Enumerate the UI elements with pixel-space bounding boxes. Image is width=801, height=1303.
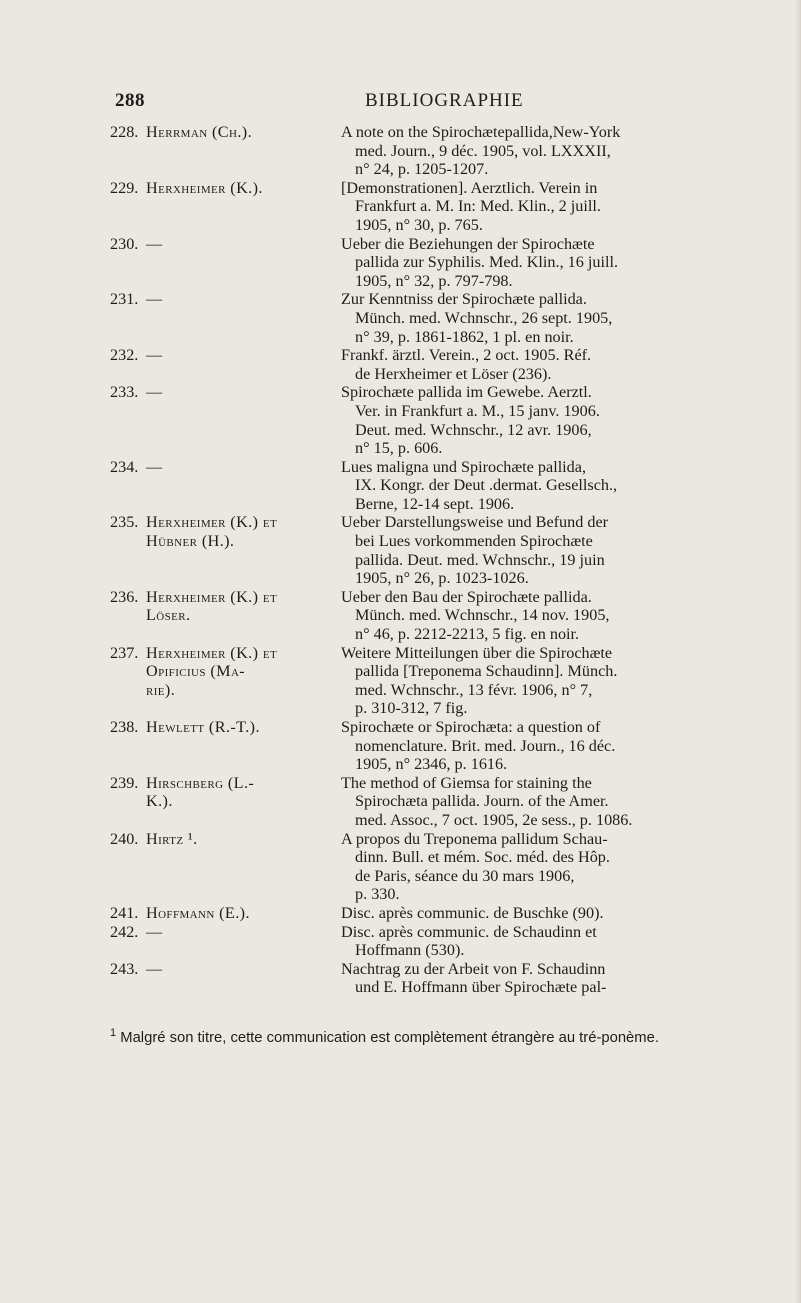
- entry-reference: [341, 588, 775, 644]
- entry-author: —: [146, 959, 163, 978]
- bibliography-entry: [110, 513, 775, 587]
- entry-reference: [341, 383, 775, 457]
- entry-author: Herrman (Ch.).: [146, 123, 253, 141]
- reference-line: Hoffmann (530).: [355, 941, 465, 960]
- entry-reference: [341, 904, 775, 923]
- entry-number: 235.: [110, 513, 139, 532]
- bibliography-entry: [110, 179, 775, 235]
- entry-author: Hirschberg (L.- K.).: [146, 773, 255, 811]
- running-head: BIBLIOGRAPHIE: [365, 90, 524, 111]
- reference-line: Ueber den Bau der Spirochæte pallida.: [341, 587, 592, 606]
- reference-line: pallida [Treponema Schaudinn]. Münch.: [355, 662, 618, 681]
- entry-author: Herxheimer (K.).: [146, 178, 263, 197]
- entry-author: Herxheimer (K.) et Hübner (H.).: [146, 513, 278, 551]
- entry-number: 238.: [110, 718, 139, 736]
- bibliography-entry: [110, 458, 775, 514]
- entry-reference: [341, 179, 775, 235]
- footnote-text: Malgré son titre, cette communication est complètement étrangère au tré-ponème.: [120, 1029, 659, 1046]
- reference-line: Deut. med. Wchnschr., 12 avr. 1906,: [355, 420, 592, 439]
- reference-line: und E. Hoffmann über Spirochæte pal-: [355, 978, 607, 997]
- entry-number: 243.: [110, 959, 139, 978]
- reference-line: Spirochæte or Spirochæta: a question of: [341, 718, 601, 736]
- entry-reference: [341, 513, 775, 587]
- reference-line: Weitere Mitteilungen über die Spirochæte: [341, 643, 613, 662]
- entry-number: 241.: [110, 903, 139, 922]
- bibliography-entry: [110, 960, 775, 997]
- reference-line: [Demonstrationen]. Aerztlich. Verein in: [341, 178, 598, 197]
- bibliography-entry: [110, 588, 775, 644]
- entry-author: Herxheimer (K.) et Löser.: [146, 587, 278, 625]
- footnote-mark: 1: [110, 1027, 117, 1039]
- reference-line: p. 330.: [355, 885, 400, 904]
- reference-line: Münch. med. Wchnschr., 26 sept. 1905,: [355, 308, 613, 327]
- entry-reference: [341, 830, 775, 904]
- entry-author: Hoffmann (E.).: [146, 903, 250, 922]
- entry-number: 239.: [110, 773, 139, 792]
- entry-reference: [341, 923, 775, 960]
- entry-author: Herxheimer (K.) et Opificius (Ma- rie).: [146, 643, 278, 699]
- reference-line: med. Assoc., 7 oct. 1905, 2e sess., p. 1086.: [355, 810, 633, 829]
- reference-line: Ver. in Frankfurt a. M., 15 janv. 1906.: [355, 401, 600, 420]
- bibliography-entry: [110, 718, 775, 774]
- reference-line: A note on the Spirochætepallida,New-York: [341, 123, 621, 141]
- reference-line: Lues maligna und Spirochæte pallida,: [341, 457, 587, 476]
- reference-line: med. Wchnschr., 13 févr. 1906, n° 7,: [355, 680, 593, 699]
- entry-number: 228.: [110, 123, 139, 141]
- bibliography-entry: [110, 346, 775, 383]
- entry-number: 236.: [110, 587, 139, 606]
- reference-line: Ueber Darstellungsweise und Befund der: [341, 513, 609, 532]
- bibliography-entry: [110, 123, 775, 179]
- bibliography-entry: [110, 923, 775, 960]
- reference-line: Frankfurt a. M. In: Med. Klin., 2 juill.: [355, 197, 601, 216]
- reference-line: pallida. Deut. med. Wchnschr., 19 juin: [355, 550, 605, 569]
- page-header: [0, 90, 801, 120]
- entry-number: 233.: [110, 383, 139, 402]
- entry-number: 240.: [110, 829, 139, 848]
- reference-line: A propos du Treponema pallidum Schau-: [341, 829, 608, 848]
- reference-line: bei Lues vorkommenden Spirochæte: [355, 532, 593, 551]
- reference-line: de Herxheimer et Löser (236).: [355, 364, 552, 383]
- entry-author: —: [146, 290, 163, 309]
- bibliography-entry: [110, 830, 775, 904]
- entry-reference: [341, 235, 775, 291]
- entry-reference: [341, 718, 775, 774]
- entry-number: 230.: [110, 234, 139, 253]
- entry-reference: [341, 458, 775, 514]
- bibliography-entry: [110, 383, 775, 457]
- reference-line: dinn. Bull. et mém. Soc. méd. des Hôp.: [355, 848, 610, 867]
- entry-author: Hewlett (R.-T.).: [146, 718, 260, 736]
- bibliography-entry: [110, 904, 775, 923]
- reference-line: n° 39, p. 1861-1862, 1 pl. en noir.: [355, 327, 574, 346]
- reference-line: de Paris, séance du 30 mars 1906,: [355, 866, 575, 885]
- reference-line: Frankf. ärztl. Verein., 2 oct. 1905. Réf.: [341, 346, 592, 365]
- entry-author: Hirtz ¹.: [146, 829, 198, 848]
- reference-line: p. 310-312, 7 fig.: [355, 699, 468, 718]
- entry-number: 231.: [110, 290, 139, 309]
- reference-line: 1905, n° 32, p. 797-798.: [355, 271, 513, 290]
- bibliography-entry: [110, 644, 775, 718]
- entry-author: —: [146, 383, 163, 402]
- reference-line: n° 24, p. 1205-1207.: [355, 160, 489, 179]
- reference-line: 1905, n° 30, p. 765.: [355, 215, 483, 234]
- entry-author: —: [146, 346, 163, 365]
- bibliography-entry: [110, 774, 775, 830]
- reference-line: Spirochæta pallida. Journ. of the Amer.: [355, 792, 609, 811]
- reference-line: Münch. med. Wchnschr., 14 nov. 1905,: [355, 606, 610, 625]
- entry-number: 229.: [110, 178, 139, 197]
- entry-reference: [341, 960, 775, 997]
- bibliography-list: [110, 123, 775, 997]
- entry-reference: [341, 290, 775, 346]
- entry-author: —: [146, 234, 163, 253]
- page-number: 288: [115, 90, 145, 111]
- entry-number: 232.: [110, 346, 139, 365]
- bibliography-entry: [110, 290, 775, 346]
- entry-author: —: [146, 922, 163, 941]
- reference-line: n° 15, p. 606.: [355, 439, 443, 458]
- reference-line: IX. Kongr. der Deut .dermat. Gesellsch.,: [355, 476, 618, 495]
- reference-line: Zur Kenntniss der Spirochæte pallida.: [341, 290, 587, 309]
- reference-line: pallida zur Syphilis. Med. Klin., 16 juill.: [355, 253, 619, 272]
- reference-line: nomenclature. Brit. med. Journ., 16 déc.: [355, 736, 616, 755]
- footnote: [110, 1024, 690, 1047]
- reference-line: The method of Giemsa for staining the: [341, 773, 592, 792]
- reference-line: Ueber die Beziehungen der Spirochæte: [341, 234, 595, 253]
- entry-reference: [341, 346, 775, 383]
- reference-line: Nachtrag zu der Arbeit von F. Schaudinn: [341, 959, 606, 978]
- page-edge: [795, 0, 801, 1303]
- reference-line: Spirochæte pallida im Gewebe. Aerztl.: [341, 383, 592, 402]
- bibliography-entry: [110, 235, 775, 291]
- reference-line: 1905, n° 2346, p. 1616.: [355, 755, 508, 774]
- reference-line: Disc. après communic. de Buschke (90).: [341, 903, 604, 922]
- entry-number: 234.: [110, 457, 139, 476]
- entry-reference: [341, 644, 775, 718]
- reference-line: med. Journ., 9 déc. 1905, vol. LXXXII,: [355, 141, 611, 160]
- entry-reference: [341, 774, 775, 830]
- entry-number: 237.: [110, 643, 139, 662]
- entry-reference: [341, 123, 775, 179]
- entry-number: 242.: [110, 922, 139, 941]
- entry-author: —: [146, 457, 163, 476]
- reference-line: n° 46, p. 2212-2213, 5 fig. en noir.: [355, 625, 580, 644]
- reference-line: Disc. après communic. de Schaudinn et: [341, 922, 597, 941]
- reference-line: 1905, n° 26, p. 1023-1026.: [355, 569, 529, 588]
- reference-line: Berne, 12-14 sept. 1906.: [355, 494, 515, 513]
